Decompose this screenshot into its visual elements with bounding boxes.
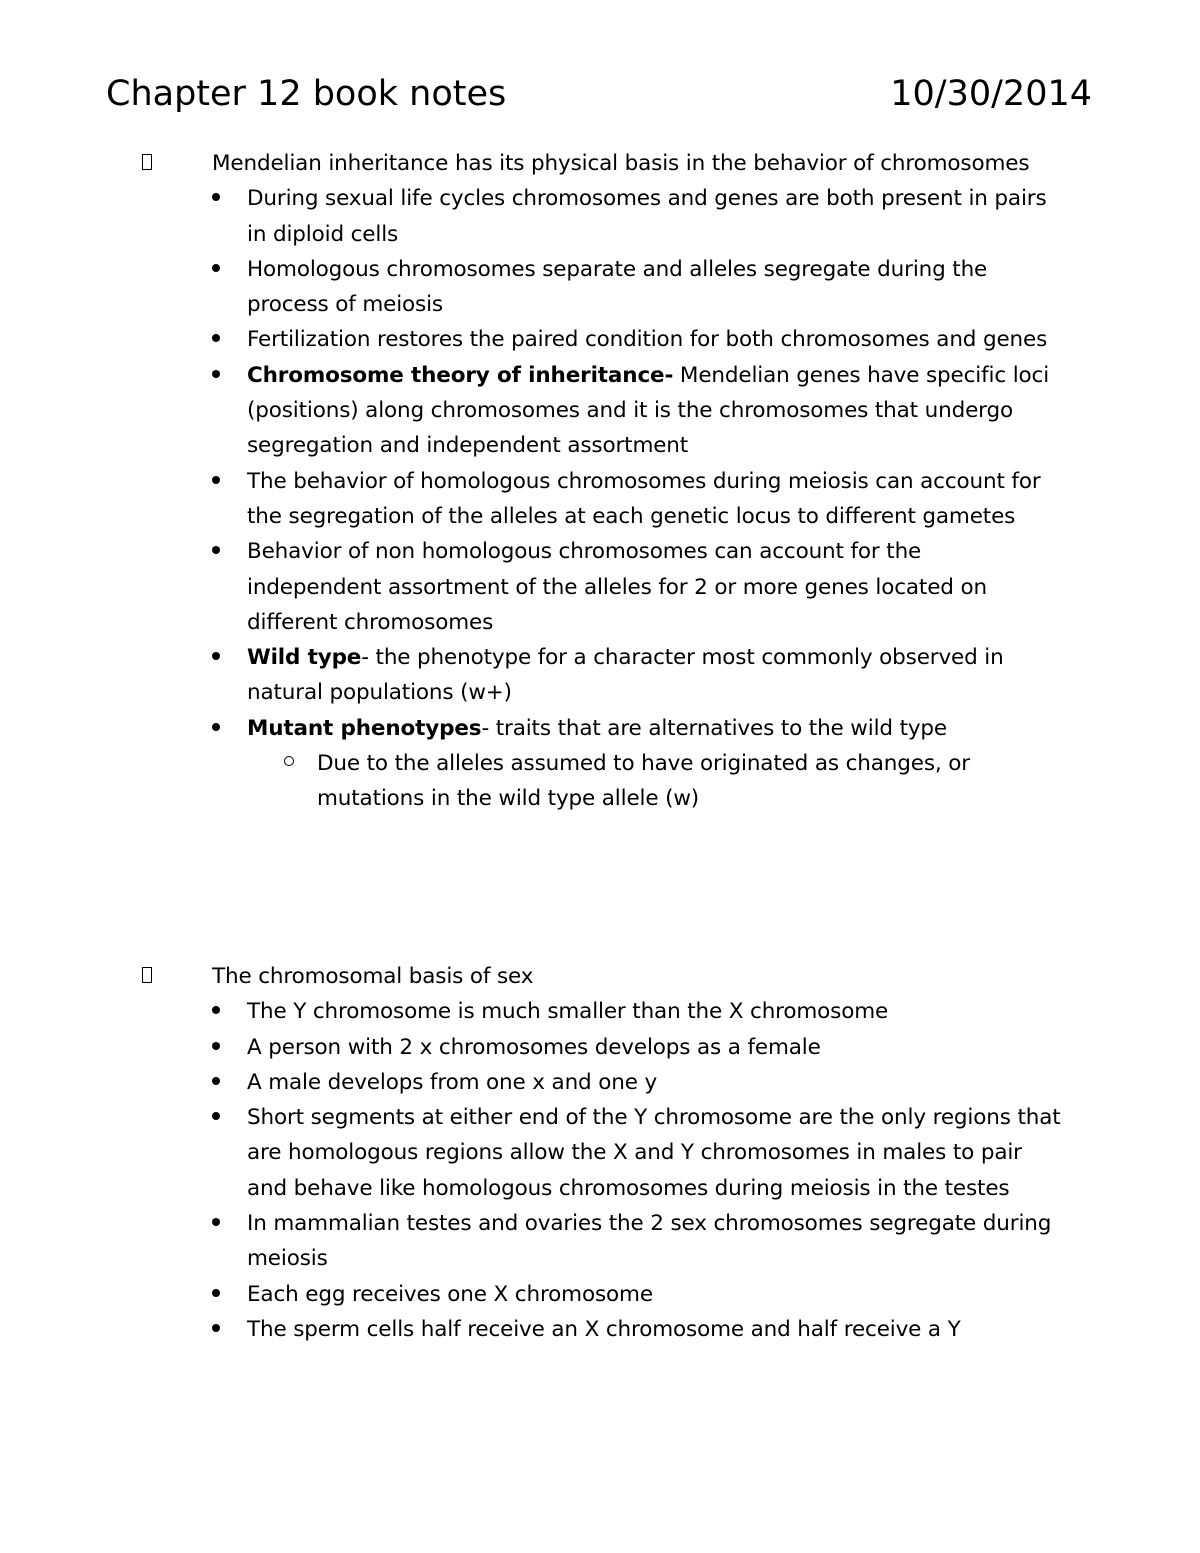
list-item: The behavior of homologous chromosomes during meiosis can account for the segregation of the alleles at each genetic locus to different gametes bbox=[140, 464, 1062, 535]
bullet-list bbox=[140, 994, 1070, 1347]
section-heading: Mendelian inheritance has its physical basis in the behavior of chromosomes bbox=[140, 146, 1070, 181]
bullet-icon bbox=[212, 264, 220, 272]
document-title: Chapter 12 book notes bbox=[106, 74, 507, 114]
sub-list-item: Due to the alleles assumed to have originated as changes, or mutations in the wild type allele (w) bbox=[247, 746, 1057, 817]
section-chromosomal-basis-of-sex bbox=[140, 959, 1070, 1347]
bullet-icon bbox=[212, 193, 220, 201]
defined-term: Wild type bbox=[247, 645, 362, 671]
list-item: A person with 2 x chromosomes develops as a female bbox=[140, 1030, 1062, 1065]
bullet-icon bbox=[212, 1324, 220, 1332]
list-item: During sexual life cycles chromosomes and genes are both present in pairs in diploid cells bbox=[140, 181, 1062, 252]
hollow-bullet-icon bbox=[284, 756, 294, 766]
missing-glyph-bullet-icon bbox=[142, 154, 152, 170]
list-item: Wild type- the phenotype for a character most commonly observed in natural populations (w+) bbox=[140, 640, 1062, 711]
sub-bullet-list bbox=[247, 746, 1062, 817]
document-date: 10/30/2014 bbox=[890, 74, 1092, 114]
list-item: Chromosome theory of inheritance- Mendelian genes have specific loci (positions) along chromosomes and it is the chromosomes that undergo segregation and independent assortment bbox=[140, 358, 1062, 464]
list-item: Behavior of non homologous chromosomes can account for the independent assortment of the alleles for 2 or more genes located on different chromosomes bbox=[140, 534, 1062, 640]
list-item: A male develops from one x and one y bbox=[140, 1065, 1062, 1100]
page-header bbox=[106, 72, 1092, 120]
bullet-icon bbox=[212, 1112, 220, 1120]
bullet-icon bbox=[212, 546, 220, 554]
bullet-icon bbox=[212, 370, 220, 378]
list-item: Mutant phenotypes- traits that are alternatives to the wild type Due to the alleles assumed to have originated as changes, or mutations in the wild type allele (w) bbox=[140, 711, 1062, 817]
defined-term: Mutant phenotypes bbox=[247, 715, 482, 741]
bullet-icon bbox=[212, 723, 220, 731]
defined-term: Chromosome theory of inheritance- bbox=[247, 362, 674, 388]
list-item: Short segments at either end of the Y chromosome are the only regions that are homologous regions allow the X and Y chromosomes in males to pair and behave like homologous chromosomes during meiosis in the testes bbox=[140, 1100, 1062, 1206]
list-item: Homologous chromosomes separate and alleles segregate during the process of meiosis bbox=[140, 252, 1062, 323]
bullet-icon bbox=[212, 334, 220, 342]
list-item: The Y chromosome is much smaller than the X chromosome bbox=[140, 994, 1062, 1029]
list-item: Fertilization restores the paired condition for both chromosomes and genes bbox=[140, 322, 1062, 357]
bullet-list bbox=[140, 181, 1070, 816]
list-item: The sperm cells half receive an X chromosome and half receive a Y bbox=[140, 1312, 1062, 1347]
bullet-icon bbox=[212, 1042, 220, 1050]
section-heading: The chromosomal basis of sex bbox=[140, 959, 1070, 994]
bullet-icon bbox=[212, 1218, 220, 1226]
bullet-icon bbox=[212, 476, 220, 484]
list-item: Each egg receives one X chromosome bbox=[140, 1277, 1062, 1312]
bullet-icon bbox=[212, 1006, 220, 1014]
list-item: In mammalian testes and ovaries the 2 sex chromosomes segregate during meiosis bbox=[140, 1206, 1062, 1277]
missing-glyph-bullet-icon bbox=[142, 967, 152, 983]
bullet-icon bbox=[212, 1077, 220, 1085]
section-mendelian-inheritance bbox=[140, 146, 1070, 817]
bullet-icon bbox=[212, 652, 220, 660]
bullet-icon bbox=[212, 1289, 220, 1297]
